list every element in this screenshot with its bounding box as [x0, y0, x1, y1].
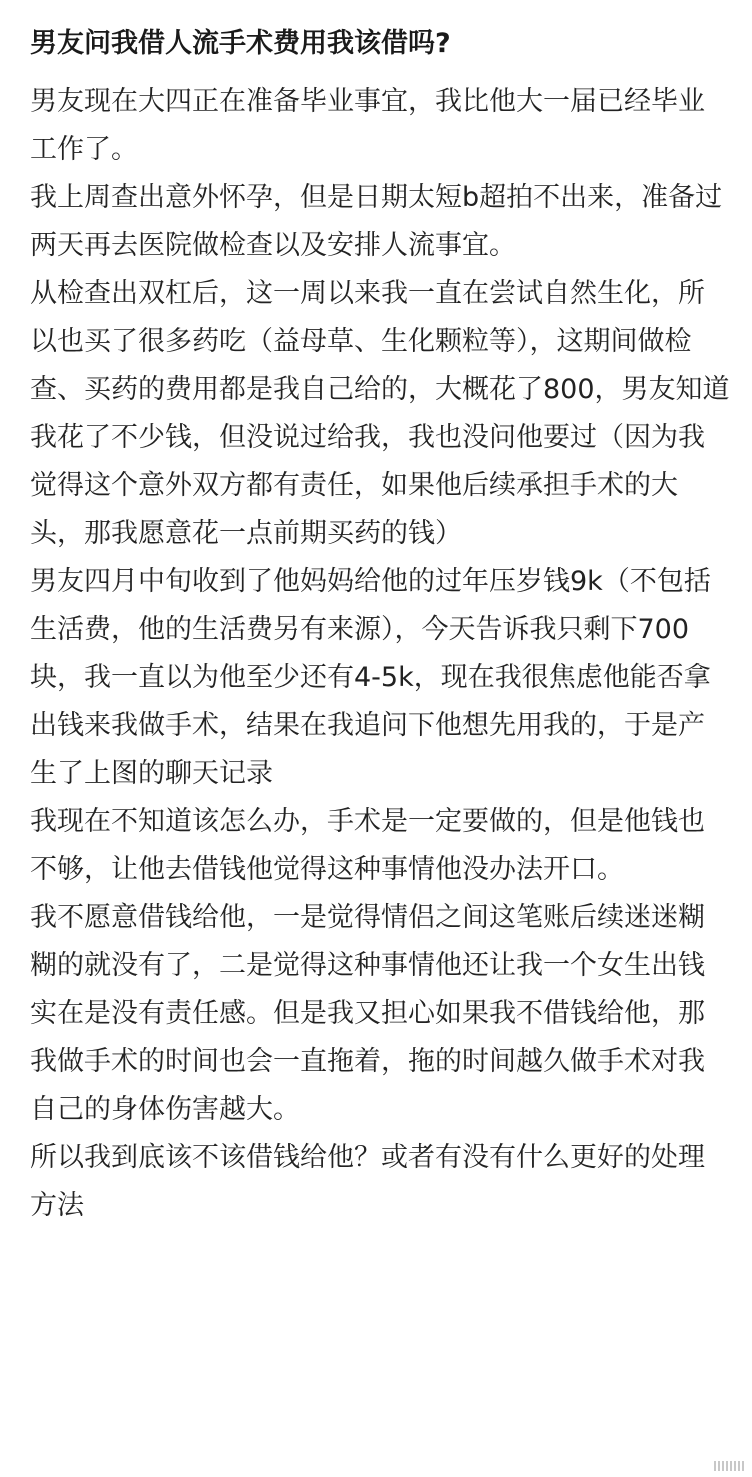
post-paragraph-4: 男友四月中旬收到了他妈妈给他的过年压岁钱9k（不包括生活费，他的生活费另有来源），今天告诉我只剩下700块，我一直以为他至少还有4-5k，现在我很焦虑他能否拿出钱来我做手术，结果在我追问下他想先用我的，于是产生了上图的聊天记录 — [30, 566, 711, 789]
post-title: 男友问我借人流手术费用我该借吗? — [30, 28, 451, 59]
post-paragraph-2: 我上周查出意外怀孕，但是日期太短b超拍不出来，准备过两天再去医院做检查以及安排人流事宜。 — [30, 182, 723, 261]
post-paragraph-5: 我现在不知道该怎么办，手术是一定要做的，但是他钱也不够，让他去借钱他觉得这种事情他没办法开口。 — [30, 806, 705, 885]
post-paragraph-6: 我不愿意借钱给他，一是觉得情侣之间这笔账后续迷迷糊糊的就没有了，二是觉得这种事情他还让我一个女生出钱实在是没有责任感。但是我又担心如果我不借钱给他，那我做手术的时间也会一直拖着，拖的时间越久做手术对我自己的身体伤害越大。 — [30, 902, 705, 1125]
post-paragraph-7: 所以我到底该不该借钱给他？或者有没有什么更好的处理方法 — [30, 1142, 705, 1221]
post-body — [30, 78, 730, 1230]
watermark-icon — [714, 1461, 744, 1471]
post-paragraph-3: 从检查出双杠后，这一周以来我一直在尝试自然生化，所以也买了很多药吃（益母草、生化颗粒等），这期间做检查、买药的费用都是我自己给的，大概花了800，男友知道我花了不少钱，但没说过给我，我也没问他要过（因为我觉得这个意外双方都有责任，如果他后续承担手术的大头，那我愿意花一点前期买药的钱） — [30, 278, 730, 549]
post-paragraph-1: 男友现在大四正在准备毕业事宜，我比他大一届已经毕业工作了。 — [30, 86, 705, 165]
